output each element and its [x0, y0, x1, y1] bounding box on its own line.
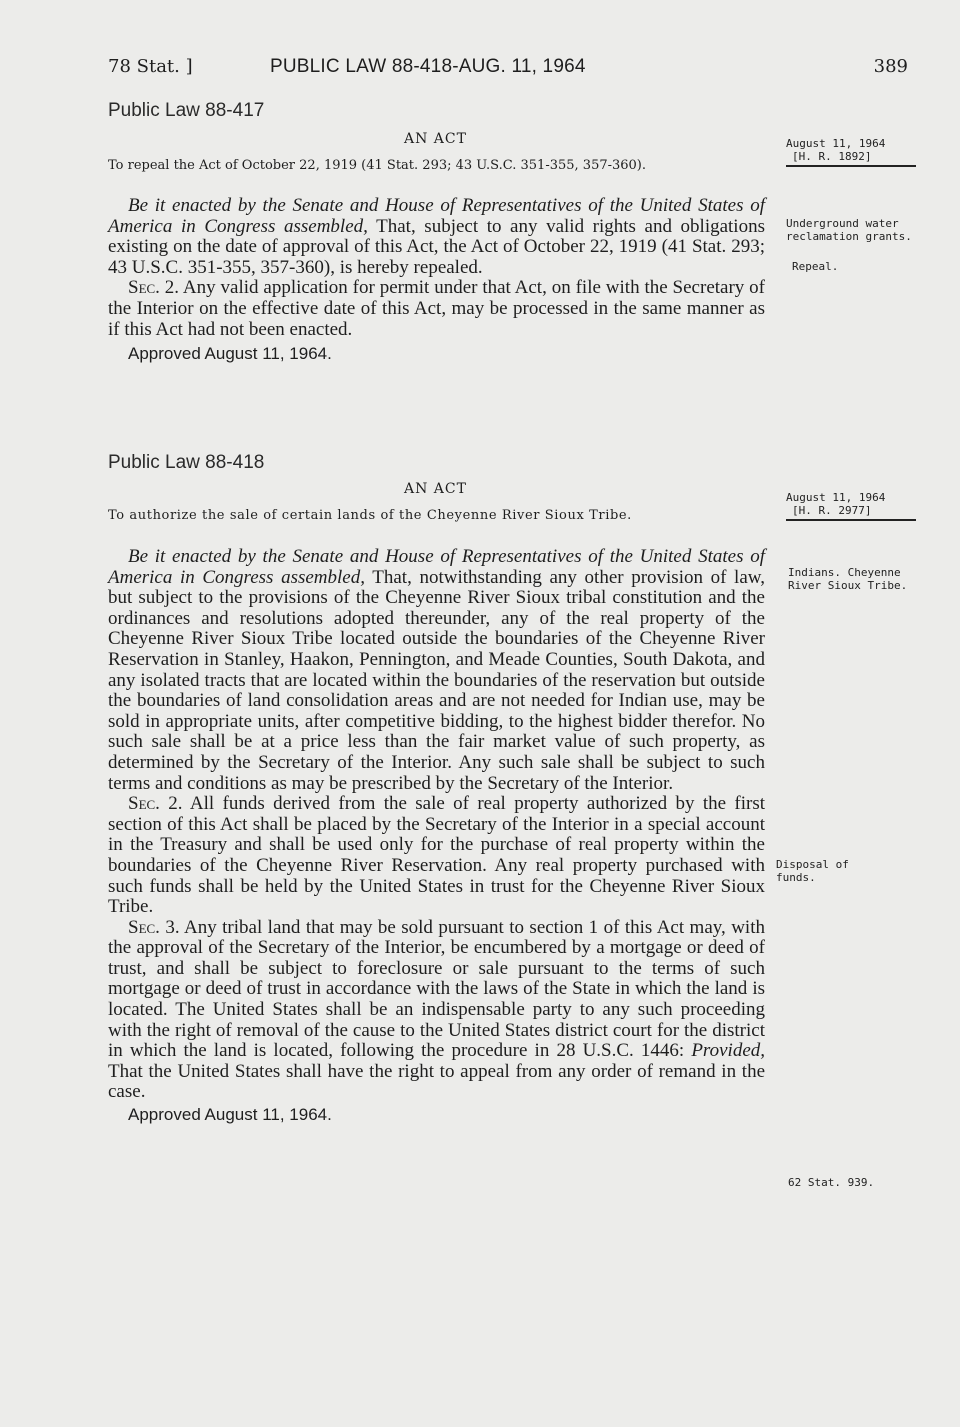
law2-an-act: AN ACT — [404, 481, 467, 497]
law2-body — [108, 547, 765, 1126]
law2-section-3b: That the United States shall have the right to appeal from any order of remand in the case. — [108, 1060, 765, 1103]
law2-purpose: To authorize the sale of certain lands of the Cheyenne River Sioux Tribe. — [108, 508, 632, 523]
law2-proviso: Provided, — [691, 1040, 766, 1062]
law1-an-act: AN ACT — [404, 131, 467, 147]
volume-reference: 78 Stat. ] — [108, 56, 193, 77]
law1-margin-note-1: Underground water reclamation grants. — [786, 217, 912, 243]
law2-bill: [H. R. 2977] — [792, 504, 872, 517]
law2-section-1: That, notwithstanding any other provision of law, but subject to the provisions of the Cheyenne River Sioux tribal constitution and the ordinances and resolutions adopted thereunder, any of the real property of the Cheyenne River Sioux Tribe located outside the boundaries of the Cheyenne River Reservation in Stanley, Haakon, Pennington, and Meade Counties, South Dakota, and any isolated tracts that are located within the boundaries of the reservation but outside the boundaries of land consolidation areas and are not needed for Indian use, may be sold in appropriate units, after competitive bidding, to the highest bidder therefor. No such sale shall be at a price less than the fair market value of such property, as determined by the Secretary of the Interior. Any such sale shall be subject to such terms and conditions as may be prescribed by the Secretary of the Interior. — [108, 566, 765, 794]
running-header: PUBLIC LAW 88-418-AUG. 11, 1964 — [270, 56, 586, 77]
law2-enacting-clause: Be it enacted by the Senate and House of Representatives of the United States of America in Congress assembled, — [108, 546, 765, 588]
law2-sec2-label: Sec. 2. — [128, 793, 183, 815]
law1-bill: [H. R. 1892] — [792, 150, 872, 163]
law1-section-2: Any valid application for permit under that Act, on file with the Secretary of the Interior on the effective date of this Act, may be processed in the same manner as if this Act had not been enacted. — [108, 277, 765, 340]
law1-purpose: To repeal the Act of October 22, 1919 (41 Stat. 293; 43 U.S.C. 351-355, 357-360). — [108, 158, 647, 173]
law2-approved: Approved August 11, 1964. — [128, 1105, 332, 1125]
law2-margin-note-1: Indians. Cheyenne River Sioux Tribe. — [788, 566, 908, 592]
law2-date-box — [786, 491, 916, 521]
law2-margin-note-2: Disposal of funds. — [776, 858, 849, 884]
law1-approved: Approved August 11, 1964. — [128, 344, 332, 364]
law2-date: August 11, 1964 — [786, 491, 886, 504]
law1-margin-note-2: Repeal. — [792, 260, 839, 273]
law2-margin-note-3: 62 Stat. 939. — [788, 1176, 875, 1189]
law1-enacting-clause: Be it enacted by the Senate and House of Representatives of the United States of America in Congress assembled, — [108, 195, 765, 237]
law1-body — [108, 196, 765, 365]
law1-section-1: That, subject to any valid rights and obligations existing on the date of approval of this Act, the Act of October 22, 1919 (41 Stat. 293; 43 U.S.C. 351-355, 357-360), is hereby repealed. — [108, 215, 765, 278]
law2-section-2: All funds derived from the sale of real property authorized by the first section of this Act shall be placed by the Secretary of the Interior in a special account in the Treasury and shall be used only for the purchase of real property within the boundaries of the Cheyenne River Reservation. Any real property purchased with such funds shall be held by the United States in trust for the Cheyenne River Sioux Tribe. — [108, 793, 765, 918]
page-number: 389 — [873, 56, 908, 77]
law1-sec2-label: Sec. 2. — [128, 277, 180, 299]
law1-date: August 11, 1964 — [786, 137, 886, 150]
law1-date-box — [786, 137, 916, 167]
law1-title: Public Law 88-417 — [108, 100, 265, 121]
law2-section-3a: Any tribal land that may be sold pursuant to section 1 of this Act may, with the approval of the Secretary of the Interior, be encumbered by a mortgage or deed of trust, and shall be subject to foreclosure or sale pursuant to the terms of such mortgage or deed of trust in accordance with the laws of the State in which the land is located. The United States shall be an indispensable party to any such proceeding with the right of removal of the cause to the United States district court for the district in which the land is located, following the procedure in 28 U.S.C. 1446: — [108, 916, 765, 1062]
law2-title: Public Law 88-418 — [108, 452, 265, 473]
law2-sec3-label: Sec. 3. — [128, 916, 180, 938]
